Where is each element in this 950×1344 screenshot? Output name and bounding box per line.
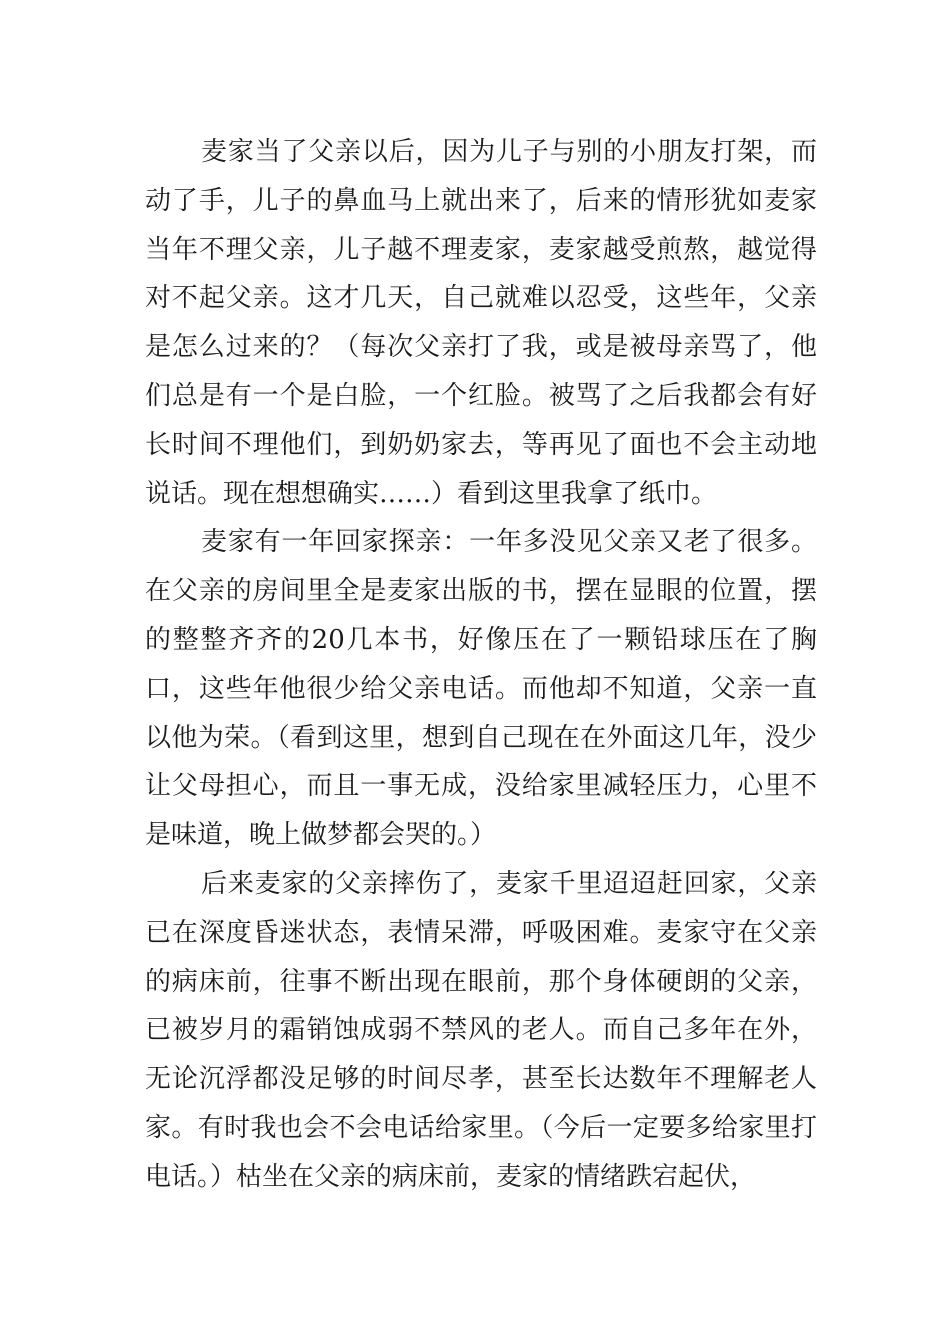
paragraph-2: 麦家有一年回家探亲：一年多没见父亲又老了很多。在父亲的房间里全是麦家出版的书，摆在显眼的位置，摆的整整齐齐的20几本书，好像压在了一颗铅球压在了胸口，这些年他很少给父亲电话。而他却不知道，父亲一直以他为荣。（看到这里，想到自己现在在外面这几年，没少让父母担心，而且一事无成，没给家里减轻压力，心里不是味道，晚上做梦都会哭的。） — [145, 527, 817, 851]
body-text — [145, 128, 817, 1202]
paragraph-1: 麦家当了父亲以后，因为儿子与别的小朋友打架，而动了手，儿子的鼻血马上就出来了，后来的情形犹如麦家当年不理父亲，儿子越不理麦家，麦家越受煎熬，越觉得对不起父亲。这才几天，自己就难以忍受，这些年，父亲是怎么过来的？（每次父亲打了我，或是被母亲骂了，他们总是有一个是白脸，一个红脸。被骂了之后我都会有好长时间不理他们，到奶奶家去，等再见了面也不会主动地说话。现在想想确实……）看到这里我拿了纸巾。 — [145, 137, 817, 509]
paragraph-3: 后来麦家的父亲摔伤了，麦家千里迢迢赶回家，父亲已在深度昏迷状态，表情呆滞，呼吸困难。麦家守在父亲的病床前，往事不断出现在眼前，那个身体硬朗的父亲，已被岁月的霜销蚀成弱不禁风的老人。而自己多年在外，无论沉浮都没足够的时间尽孝，甚至长达数年不理解老人家。有时我也会不会电话给家里。（今后一定要多给家里打电话。）枯坐在父亲的病床前，麦家的情绪跌宕起伏， — [145, 868, 817, 1192]
